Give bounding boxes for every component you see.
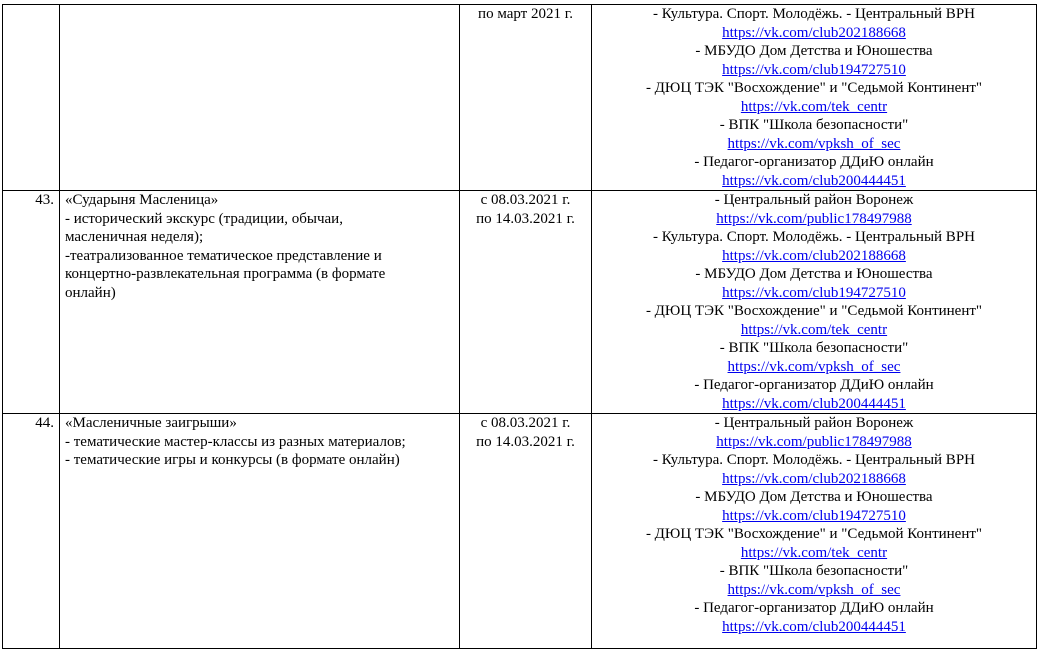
- vk-link[interactable]: https://vk.com/club202188668: [722, 247, 906, 264]
- row-number: 43.: [35, 192, 54, 208]
- link-line: [592, 172, 1036, 191]
- link-line: [592, 544, 1036, 563]
- link-line: [592, 581, 1036, 600]
- link-source-label: - Педагог-организатор ДДиЮ онлайн: [694, 600, 934, 616]
- event-dates-cell: [460, 414, 592, 649]
- vk-link[interactable]: https://vk.com/public178497988: [716, 210, 912, 227]
- link-source-label: - ДЮЦ ТЭК "Восхождение" и "Седьмой Континент": [645, 526, 983, 542]
- row-number-cell: [3, 191, 60, 414]
- link-source-label: - Центральный район Воронеж: [714, 192, 914, 208]
- link-line: [592, 284, 1036, 303]
- link-source-label: - Культура. Спорт. Молодёжь. - Центральный ВРН: [653, 452, 975, 468]
- link-line: [592, 24, 1036, 43]
- link-line: [592, 433, 1036, 452]
- link-source-label: - Культура. Спорт. Молодёжь. - Центральный ВРН: [653, 6, 975, 22]
- vk-link[interactable]: https://vk.com/club200444451: [722, 395, 906, 412]
- event-links-cell: [592, 191, 1037, 414]
- event-description-line: масленичная неделя);: [65, 229, 204, 245]
- event-title: «Сударыня Масленица»: [65, 192, 219, 208]
- event-description-line: -театрализованное тематическое представление и: [65, 247, 382, 264]
- link-line: [592, 210, 1036, 229]
- vk-link[interactable]: https://vk.com/tek_centr: [740, 98, 888, 115]
- vk-link[interactable]: https://vk.com/club202188668: [722, 470, 906, 487]
- events-table: [2, 4, 1037, 649]
- event-links-cell: [592, 5, 1037, 191]
- vk-link[interactable]: https://vk.com/club200444451: [722, 618, 906, 635]
- table-row: [3, 414, 1037, 649]
- link-source-label: - Культура. Спорт. Молодёжь. - Центральный ВРН: [653, 229, 975, 245]
- link-source-label: - ВПК "Школа безопасности": [719, 117, 909, 133]
- vk-link[interactable]: https://vk.com/club194727510: [722, 507, 906, 524]
- vk-link[interactable]: https://vk.com/tek_centr: [740, 544, 888, 561]
- event-dates-cell: [460, 5, 592, 191]
- link-line: [592, 247, 1036, 266]
- event-description-cell: [60, 5, 460, 191]
- link-source-label: - Педагог-организатор ДДиЮ онлайн: [694, 377, 934, 393]
- link-source-label: - МБУДО Дом Детства и Юношества: [695, 43, 933, 59]
- link-source-label: - Центральный район Воронеж: [714, 415, 914, 431]
- event-description-line: - исторический экскурс (традиции, обычаи,: [65, 210, 343, 227]
- vk-link[interactable]: https://vk.com/club194727510: [722, 284, 906, 301]
- event-date-line: с 08.03.2021 г.: [480, 415, 571, 431]
- vk-link[interactable]: https://vk.com/club200444451: [722, 172, 906, 189]
- row-number: 44.: [35, 415, 54, 431]
- event-dates-cell: [460, 191, 592, 414]
- link-line: [592, 98, 1036, 117]
- event-title: «Масленичные заигрыши»: [65, 415, 237, 431]
- vk-link[interactable]: https://vk.com/vpksh_of_sec: [727, 581, 901, 598]
- link-source-label: - Педагог-организатор ДДиЮ онлайн: [694, 154, 934, 170]
- link-source-label: - ВПК "Школа безопасности": [719, 563, 909, 579]
- link-source-label: - МБУДО Дом Детства и Юношества: [695, 266, 933, 282]
- link-source-label: - ДЮЦ ТЭК "Восхождение" и "Седьмой Континент": [645, 80, 983, 96]
- event-links-cell: [592, 414, 1037, 649]
- event-description-line: онлайн): [65, 284, 116, 301]
- event-description-line: - тематические игры и конкурсы (в формате онлайн): [65, 452, 400, 468]
- link-line: [592, 358, 1036, 377]
- event-date-line: с 08.03.2021 г.: [480, 192, 571, 208]
- table-row: [3, 5, 1037, 191]
- event-description-cell: [60, 191, 460, 414]
- vk-link[interactable]: https://vk.com/vpksh_of_sec: [727, 358, 901, 375]
- event-description-line: - тематические мастер-классы из разных материалов;: [65, 433, 406, 450]
- link-line: [592, 507, 1036, 526]
- link-line: [592, 618, 1036, 637]
- link-source-label: - ДЮЦ ТЭК "Восхождение" и "Седьмой Континент": [645, 303, 983, 319]
- event-date-line: по 14.03.2021 г.: [476, 433, 575, 450]
- table-row: [3, 191, 1037, 414]
- link-line: [592, 321, 1036, 340]
- link-source-label: - ВПК "Школа безопасности": [719, 340, 909, 356]
- link-line: [592, 470, 1036, 489]
- row-number-cell: [3, 414, 60, 649]
- vk-link[interactable]: https://vk.com/club194727510: [722, 61, 906, 78]
- link-line: [592, 395, 1036, 414]
- row-number-cell: [3, 5, 60, 191]
- event-description-line: концертно-развлекательная программа (в формате: [65, 266, 386, 282]
- vk-link[interactable]: https://vk.com/tek_centr: [740, 321, 888, 338]
- link-line: [592, 135, 1036, 154]
- events-table-body: [3, 5, 1037, 649]
- vk-link[interactable]: https://vk.com/club202188668: [722, 24, 906, 41]
- link-line: [592, 61, 1036, 80]
- event-date-line: по 14.03.2021 г.: [476, 210, 575, 227]
- vk-link[interactable]: https://vk.com/vpksh_of_sec: [727, 135, 901, 152]
- event-date-line: по март 2021 г.: [478, 6, 573, 22]
- vk-link[interactable]: https://vk.com/public178497988: [716, 433, 912, 450]
- event-description-cell: [60, 414, 460, 649]
- link-source-label: - МБУДО Дом Детства и Юношества: [695, 489, 933, 505]
